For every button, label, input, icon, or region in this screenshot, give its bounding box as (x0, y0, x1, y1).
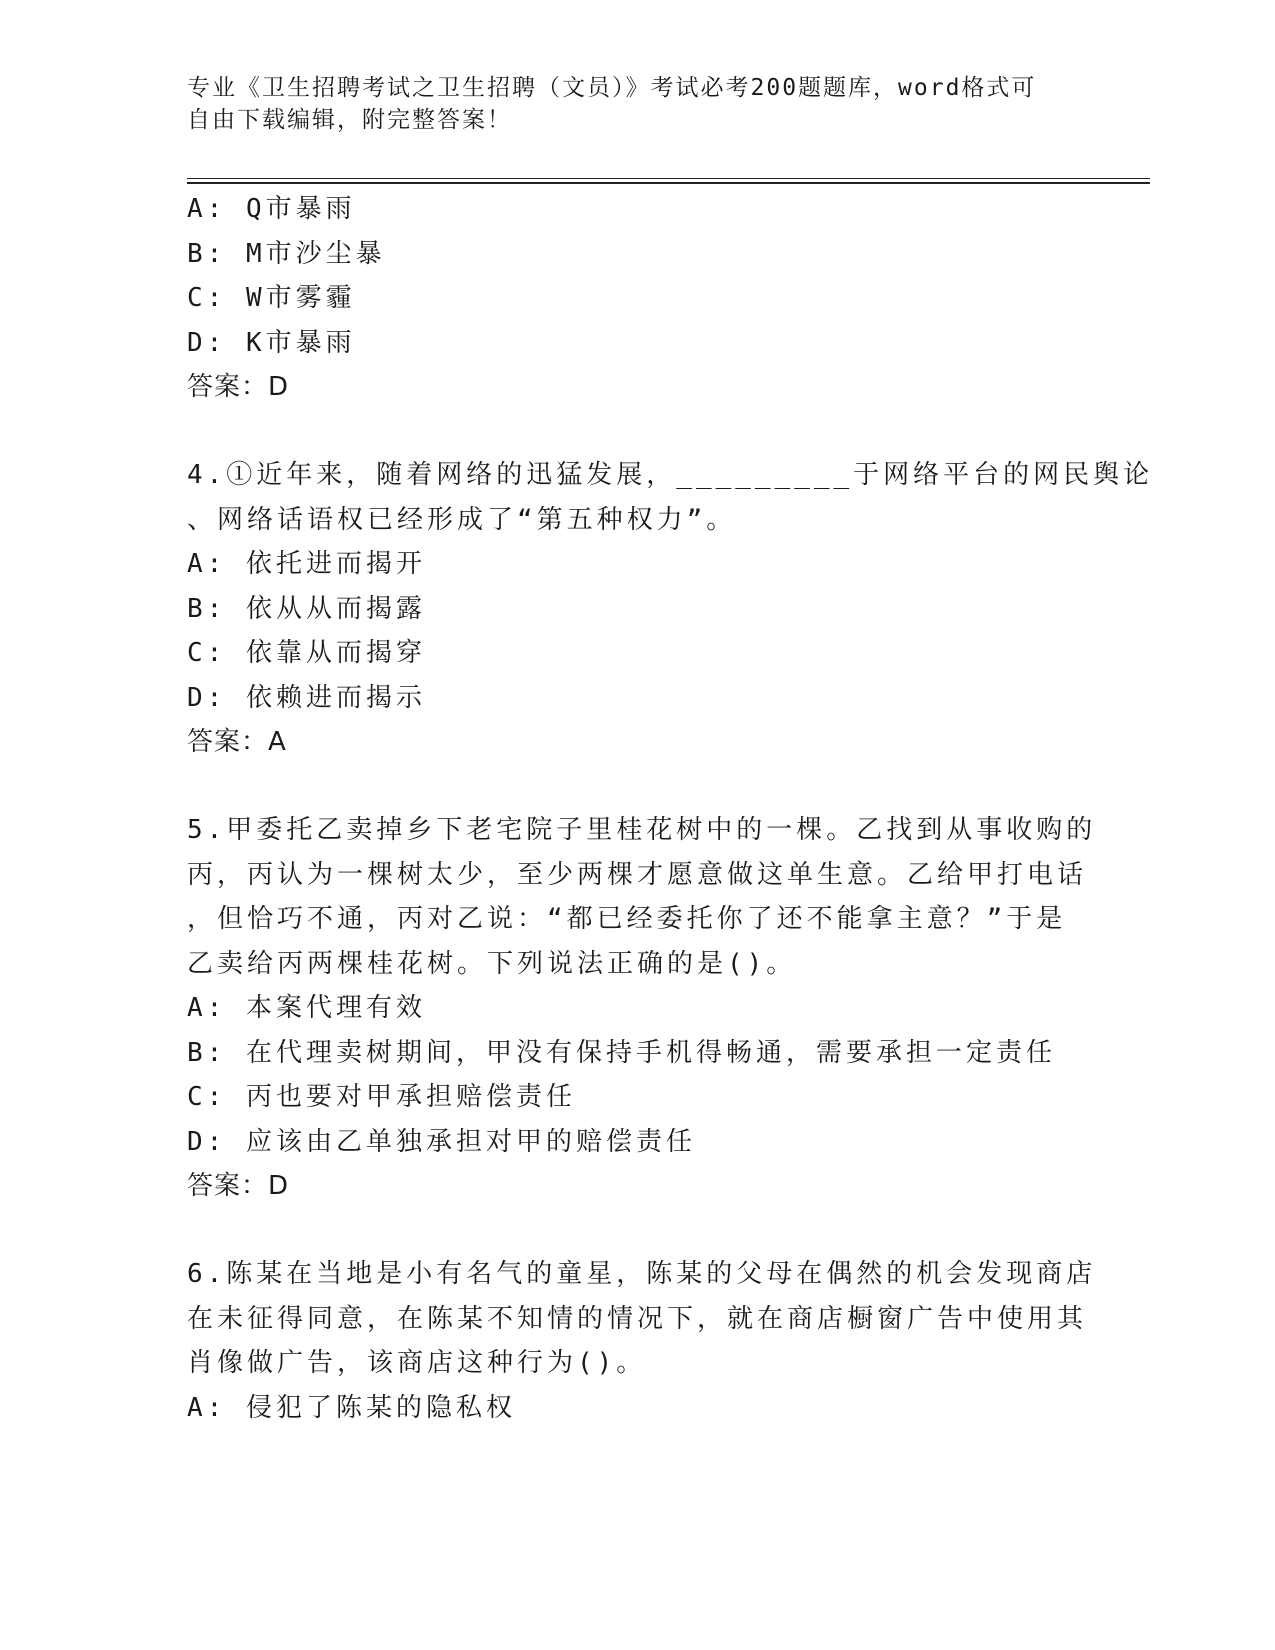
q5-stem-line-3: ，但恰巧不通，丙对乙说：“都已经委托你了还不能拿主意？”于是 (187, 904, 1067, 934)
header-divider-thin (187, 178, 1150, 179)
q5-option-b: B: 在代理卖树期间，甲没有保持手机得畅通，需要承担一定责任 (187, 1038, 1056, 1068)
q4-option-b: B: 依从从而揭露 (187, 594, 426, 624)
q3-option-c: C: W市雾霾 (187, 283, 356, 313)
q5-option-a: A: 本案代理有效 (187, 993, 426, 1023)
q5-answer: 答案：D (187, 1171, 290, 1201)
q6-stem-line-2: 在未征得同意，在陈某不知情的情况下，就在商店橱窗广告中使用其 (187, 1304, 1088, 1334)
document-header: 专业《卫生招聘考试之卫生招聘（文员）》考试必考200题题库，word格式可自由下载编辑，附完整答案！ (187, 75, 1037, 133)
q6-stem-line-1: 6.陈某在当地是小有名气的童星，陈某的父母在偶然的机会发现商店 (187, 1259, 1097, 1289)
q3-option-d: D: K市暴雨 (187, 328, 356, 358)
q4-stem-line-2: 、网络话语权已经形成了“第五种权力”。 (187, 505, 737, 535)
q4-stem-line-1: 4.①近年来，随着网络的迅猛发展，_________于网络平台的网民舆论 (187, 460, 1154, 490)
header-divider-thick (187, 182, 1150, 184)
q3-option-a: A: Q市暴雨 (187, 194, 356, 224)
q4-option-d: D: 依赖进而揭示 (187, 683, 426, 713)
q4-option-c: C: 依靠从而揭穿 (187, 638, 426, 668)
q5-stem-line-4: 乙卖给丙两棵桂花树。下列说法正确的是()。 (187, 949, 797, 979)
q5-stem-line-1: 5.甲委托乙卖掉乡下老宅院子里桂花树中的一棵。乙找到从事收购的 (187, 815, 1097, 845)
q4-option-a: A: 依托进而揭开 (187, 549, 426, 579)
q5-stem-line-2: 丙，丙认为一棵树太少，至少两棵才愿意做这单生意。乙给甲打电话 (187, 860, 1088, 890)
q5-option-c: C: 丙也要对甲承担赔偿责任 (187, 1082, 576, 1112)
q3-option-b: B: M市沙尘暴 (187, 239, 386, 269)
q4-answer: 答案：A (187, 727, 287, 757)
q6-option-a: A: 侵犯了陈某的隐私权 (187, 1393, 516, 1423)
q5-option-d: D: 应该由乙单独承担对甲的赔偿责任 (187, 1127, 696, 1157)
q3-answer: 答案：D (187, 372, 290, 402)
q6-stem-line-3: 肖像做广告，该商店这种行为()。 (187, 1348, 647, 1378)
